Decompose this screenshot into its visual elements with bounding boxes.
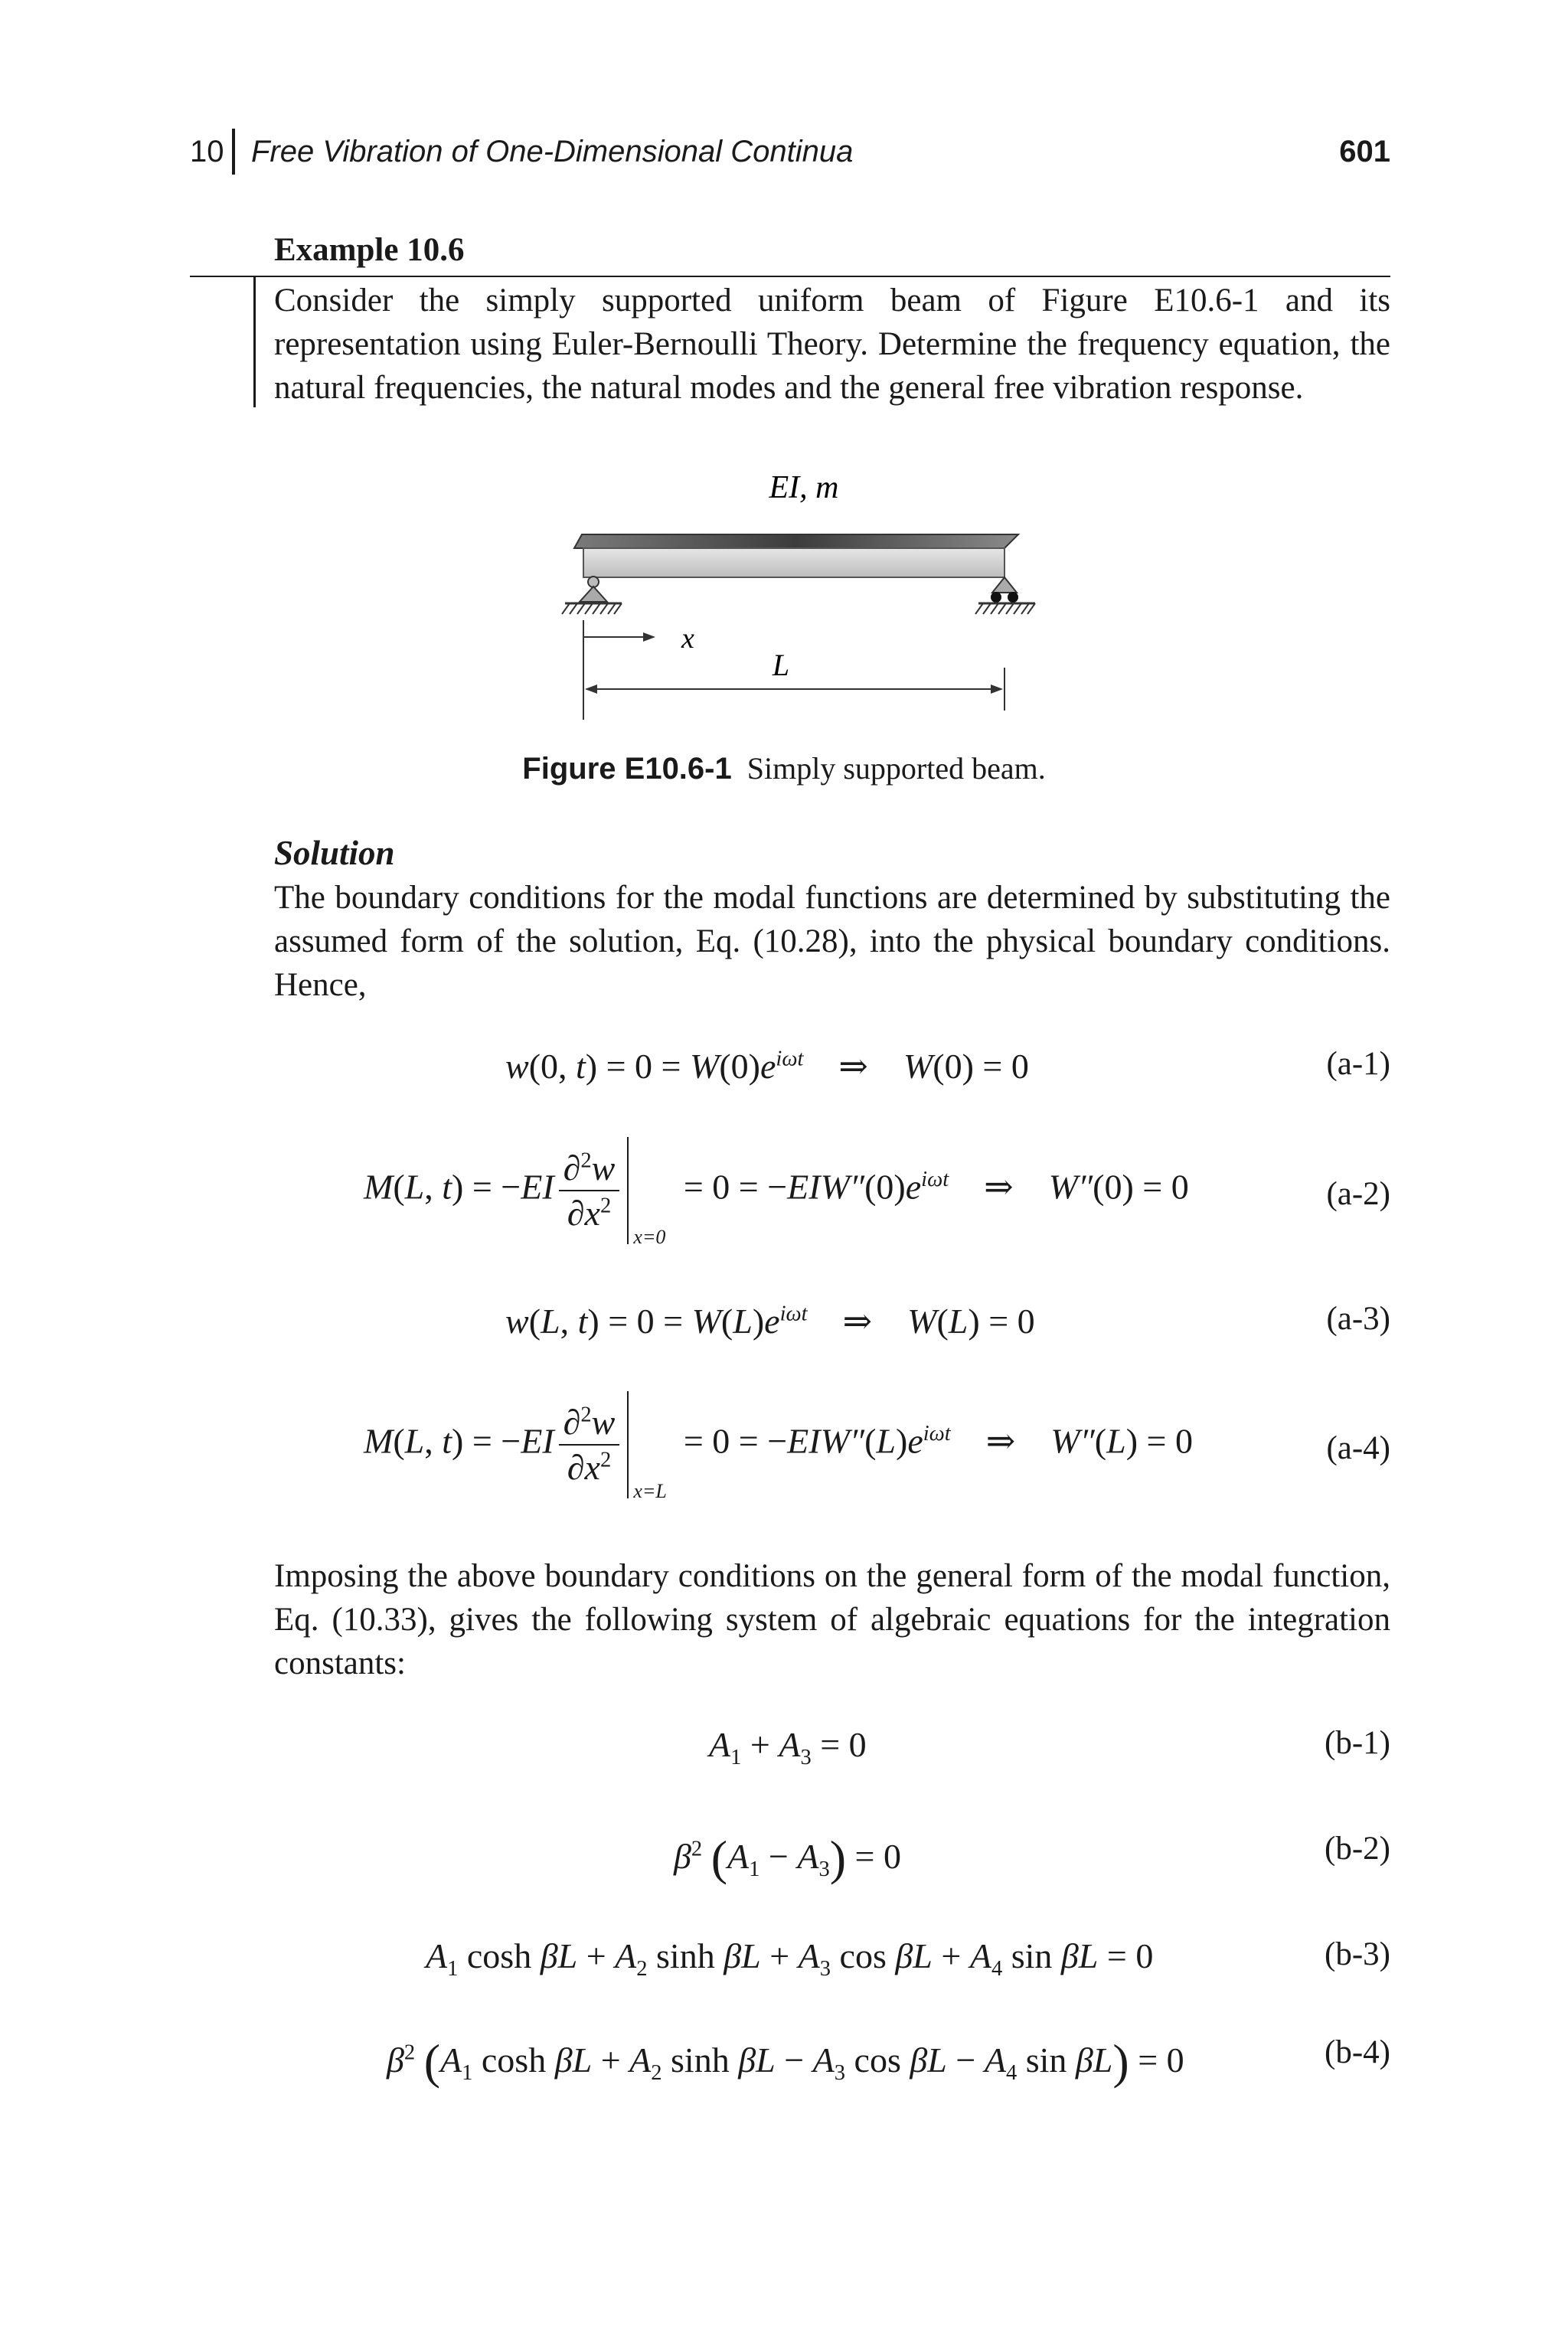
ei-m-label: EI, m [769,470,839,505]
solution-heading: Solution [274,834,395,872]
figure-caption [0,750,1568,786]
equation-a2 [0,1137,1568,1252]
length-dimension [585,668,1004,711]
equation-a4-body: M(L, t) = −EI $\frac{\partial^2w}{\partial x^2}$ x=L = $0 = -EIW''(L)e^{i\omega t}$ ⇒ W″(L) = 0 [364,1391,1193,1498]
example-text: Consider the simply supported uniform beam of Figure E10.6-1 and its representation using Euler-Bernoulli Theory. Determine the frequency equation, the natural frequencies, the natural modes and the general free vibration response. [274,283,1390,406]
equation-a4-eval: x=L [633,1480,667,1502]
header-divider [232,129,235,175]
beam-top-flange [574,534,1018,548]
equation-b3-number: (b-3) [1325,1936,1390,1972]
example-heading: Example 10.6 [274,232,465,268]
equation-a3-number: (a-3) [1326,1301,1390,1337]
example-sidebar [253,277,256,407]
equation-b2-number: (b-2) [1325,1831,1390,1867]
equation-b2-body: $\beta^2$ $(A_1 - A_3) = 0$ [674,1831,901,1885]
example-rule [190,276,1390,277]
beam-figure [528,467,1064,727]
figure-caption-text: Simply supported beam. [746,751,1046,786]
equation-a4-number: (a-4) [1326,1430,1390,1466]
equation-b4-body: $\beta^2$ ($A_1$ $\cosh \beta L + A_2$ $\sinh \beta L - A_3$ $\cos \beta L - A_4$ sin βL) = 0 [387,2034,1184,2089]
equation-a3-body: w(L, $t) = 0 = W(L)e^{i\omega t}$ ⇒ W(L) = 0 [505,1302,1035,1341]
x-label: x [681,622,694,655]
equation-b3-body: $A_1$ $\cosh \beta L + A_2$ $\sinh \beta L + A_3$ $\cos \beta L + A_4$ sin βL = 0 [426,1936,1154,1982]
beam-body [583,548,1004,577]
equation-a1-body: w(0, $t) = 0 = W(0)e^{i\omega t}$ ⇒ W(0) = 0 [505,1047,1029,1086]
equation-a4 [0,1391,1568,1506]
equation-a2-number: (a-2) [1326,1176,1390,1212]
roller-support [975,577,1035,614]
chapter-title: Free Vibration of One-Dimensional Continua [251,135,854,168]
equation-a1-number: (a-1) [1326,1046,1390,1082]
page-number: 601 [1339,135,1390,168]
x-axis-arrow [583,620,655,720]
solution-paragraph-2: Imposing the above boundary conditions on the general form of the modal function, Eq. (10.33), gives the following system of algebraic equations for the integration constants: [274,1558,1390,1681]
solution-paragraph-1: The boundary conditions for the modal functions are determined by substituting the assumed form of the solution, Eq. (10.28), into the physical boundary conditions. Hence, [274,880,1390,1003]
figure-caption-label: Figure E10.6-1 [522,752,732,786]
equation-a2-body: M(L, t) = −EI $\frac{\partial^2w}{\partial x^2}$ x=0 = $0 = -EIW''(0)e^{i\omega t}$ ⇒ W″(0) = 0 [364,1137,1189,1244]
equation-b4-number: (b-4) [1325,2034,1390,2070]
equation-b1-body: $A_1 + A_3 = 0$ [709,1725,867,1770]
chapter-number: 10 [190,135,224,168]
l-label: L [772,648,790,682]
equation-b1-number: (b-1) [1325,1725,1390,1761]
pin-support [562,577,622,614]
equation-a2-eval: x=0 [633,1226,666,1248]
